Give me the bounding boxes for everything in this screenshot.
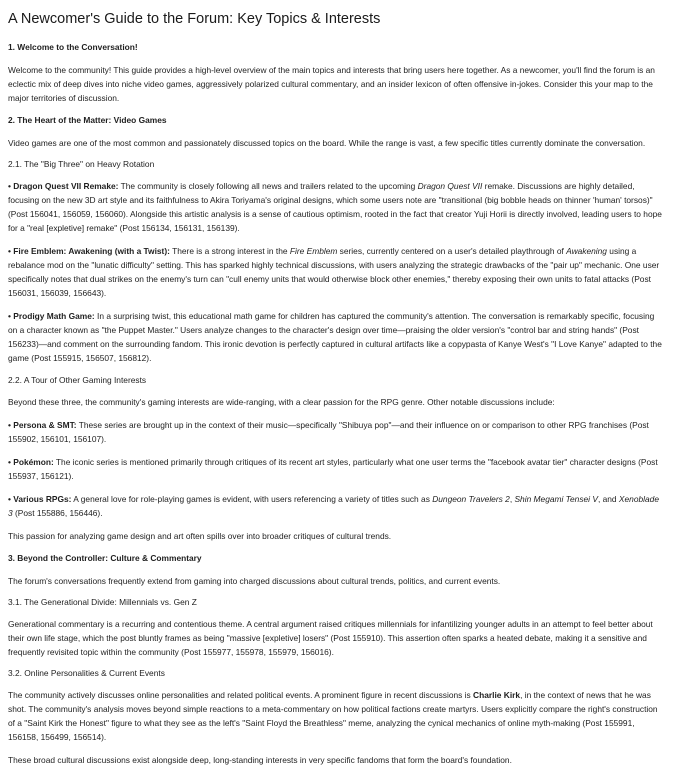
bullet-pokemon: • Pokémon: The iconic series is mentioned primarily through critiques of its recent art styles, particularly what one user terms the "facebook avatar tier" character designs (Post 155937, 156121). <box>8 457 658 481</box>
bullet-label: • Dragon Quest VII Remake: <box>8 181 119 191</box>
section-2-heading: 2. The Heart of the Matter: Video Games <box>8 115 167 125</box>
section-2-intro: Video games are one of the most common and passionately discussed topics on the board. While the range is vast, a few specific titles currently dominate the conversation. <box>8 138 646 148</box>
section-3-outro: These broad cultural discussions exist alongside deep, long-standing interests in very specific fandoms that form the board's foundation. <box>8 755 512 765</box>
section-3-intro: The forum's conversations frequently extend from gaming into charged discussions about cultural trends, politics, and current events. <box>8 576 501 586</box>
generational-paragraph: Generational commentary is a recurring and contentious theme. A central argument raised critiques millennials for infantilizing younger adults in an attempt to feel better about their own life stage, which the post bluntly frames as being "massive [expletive] losers" (Post 155910). This assertion often sparks a heated debate, making it a sensitive and frequently revisited topic within the community (Post 155977, 155978, 155979, 156016). <box>8 619 653 657</box>
document-title: A Newcomer's Guide to the Forum: Key Topics & Interests <box>8 11 381 27</box>
subsection-2-1-heading: 2.1. The "Big Three" on Heavy Rotation <box>8 159 155 169</box>
online-personalities-paragraph: The community actively discusses online personalities and related political events. A prominent figure in recent discussions is Charlie Kirk, in the context of news that he was shot. The community's analysis moves beyond simple reactions to a meta-commentary on how political factions create martyrs. Users explicitly compare the right's construction of a "Saint Kirk the Honest" figure to what they see as the left's "Saint Floyd the Breathless" meme, analyzing the cynical mechanics of online myth-making (Post 155991, 156158, 156499, 156514). <box>8 690 658 742</box>
subsection-2-2-heading: 2.2. A Tour of Other Gaming Interests <box>8 375 147 385</box>
bullet-label: • Fire Emblem: Awakening (with a Twist): <box>8 246 170 256</box>
bullet-label: • Pokémon: <box>8 457 54 467</box>
bullet-label: • Prodigy Math Game: <box>8 311 95 321</box>
bullet-label: • Persona & SMT: <box>8 420 77 430</box>
section-1-body: Welcome to the community! This guide provides a high-level overview of the main topics and interests that bring users here together. As a newcomer, you'll find the forum is an eclectic mix of deep dives into niche video games, aggressively polarized cultural commentary, and an insider lexicon of often offensive in-jokes. Consider this your map to the major territories of discussion. <box>8 65 655 103</box>
section-1-heading: 1. Welcome to the Conversation! <box>8 42 138 52</box>
bullet-fire-emblem: • Fire Emblem: Awakening (with a Twist): There is a strong interest in the Fire Emblem series, currently centered on a user's detailed playthrough of Awakening using a rebalance mod on the "lunatic difficulty" setting. This has sparked highly technical discussions, with users analyzing the strategic drawbacks of the "pair up" mechanic. One user specifically notes that dual strikes on the enemy's turn can "cull enemy units that would otherwise block other enemies," thereby exposing their own units to fatal attacks (Post 156031, 156039, 156643). <box>8 246 660 298</box>
subsection-3-1-heading: 3.1. The Generational Divide: Millennials vs. Gen Z <box>8 597 197 607</box>
bullet-various-rpgs: • Various RPGs: A general love for role-playing games is evident, with users referencing a variety of titles such as Dungeon Travelers 2, Shin Megami Tensei V, and Xenoblade 3 (Post 155886, 156446). <box>8 494 659 518</box>
tour-intro: Beyond these three, the community's gaming interests are wide-ranging, with a clear passion for the RPG genre. Other notable discussions include: <box>8 397 555 407</box>
bullet-dragon-quest: • Dragon Quest VII Remake: The community is closely following all news and trailers related to the upcoming Dragon Quest VII remake. Discussions are highly detailed, focusing on the new 3D art style and its faithfulness to Akira Toriyama's original designs, which some users note are "transitional (big bobble heads on thinner 'human' torsos)" (Post 156041, 156059, 156060). Alongside this artistic analysis is a sense of cautious optimism, rooted in the fact that creator Yuji Horii is directly involved, leading users to hope for a "real [expletive] remake" (Post 156134, 156131, 156139). <box>8 181 662 233</box>
subsection-3-2-heading: 3.2. Online Personalities & Current Events <box>8 668 165 678</box>
bullet-persona-smt: • Persona & SMT: These series are brought up in the context of their music—specifically "Shibuya pop"—and their influence on or comparison to other RPG franchises (Post 155902, 156101, 156107). <box>8 420 649 444</box>
bullet-prodigy-math: • Prodigy Math Game: In a surprising twist, this educational math game for children has captured the community's attention. The conversation is remarkably specific, focusing on a character known as "the Puppet Master." Users analyze changes to the character's design over time—praising the older version's "control bar and string hands" (Post 156233)—and comment on the surrounding fandom. This ironic devotion is perfectly captured in cultural artifacts like a copypasta of Kanye West's "I Love Kanye" adapted to the game (Post 155915, 156507, 156812). <box>8 311 662 363</box>
bullet-label: • Various RPGs: <box>8 494 72 504</box>
section-2-outro: This passion for analyzing game design and art often spills over into broader critiques of cultural trends. <box>8 531 392 541</box>
section-3-heading: 3. Beyond the Controller: Culture & Commentary <box>8 553 202 563</box>
